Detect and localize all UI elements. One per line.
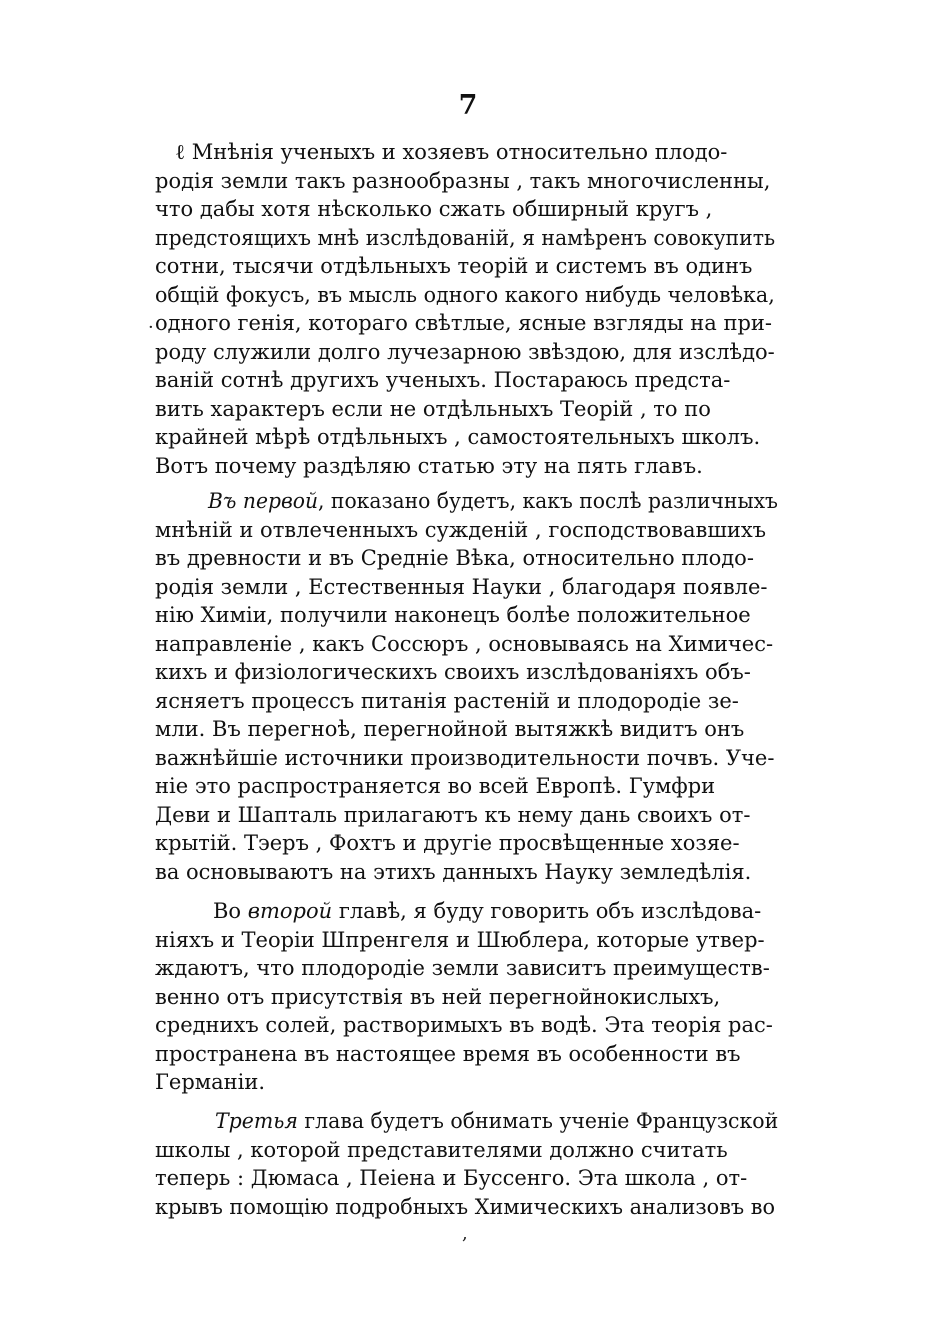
text-line: предстоящихъ мнѣ изслѣдованій, я намѣренъ совокупить	[155, 226, 776, 250]
text-line: мли. Въ перегноѣ, перегнойной вытяжкѣ видитъ онъ	[155, 717, 745, 741]
text-line: венно отъ присутствія въ ней перегнойнокислыхъ,	[155, 985, 721, 1009]
text-line: Деви и Шапталь прилагаютъ къ нему дань своихъ от-	[155, 803, 751, 827]
text-line: родія земли , Естественныя Науки , благодаря появле-	[155, 575, 768, 599]
text-line	[208, 486, 778, 516]
text-line: теперь : Дюмаса , Пеіена и Буссенго. Эта школа , от-	[155, 1166, 748, 1190]
text-line: въ древности и въ Средніе Вѣка, относительно плодо-	[155, 546, 754, 570]
text-line: ва основываютъ на этихъ данныхъ Науку земледѣлія.	[155, 860, 752, 884]
text-line: одного генія, котораго свѣтлые, ясные взгляды на при-	[155, 311, 773, 335]
text-line: важнѣйшіе источники производительности почвъ. Уче-	[155, 746, 775, 770]
text-line: мнѣній и отвлеченныхъ сужденій , господствовавшихъ	[155, 518, 767, 542]
ink-speck: ·	[148, 317, 154, 338]
text-line: пространена въ настоящее время въ особенности въ	[155, 1042, 741, 1066]
text-line: школы , которой представителями должно считать	[155, 1138, 728, 1162]
text-line	[213, 896, 778, 926]
text-line: сотни, тысячи отдѣльныхъ теорій и системъ въ одинъ	[155, 254, 753, 278]
italic-lead: Въ первой	[208, 489, 319, 513]
text-line: ясняетъ процессъ питанія растеній и плодородіе зе-	[155, 689, 739, 713]
text-line: ніе это распространяется во всей Европѣ. Гумфри	[155, 774, 716, 798]
text-segment: , показано будетъ, какъ послѣ различныхъ	[318, 489, 778, 513]
ink-speck: ,	[462, 1223, 468, 1244]
text-line: крайней мѣрѣ отдѣльныхъ , самостоятельныхъ школъ.	[155, 425, 761, 449]
page-number: 7	[458, 90, 478, 121]
text-line: среднихъ солей, растворимыхъ въ водѣ. Эта теорія рас-	[155, 1013, 773, 1037]
italic-lead: второй	[247, 899, 333, 923]
text-line: крытій. Тэеръ , Фохтъ и другіе просвѣщенные хозяе-	[155, 831, 740, 855]
text-line: направленіе , какъ Соссюръ , основываясь на Химичес-	[155, 632, 774, 656]
text-line	[215, 1106, 778, 1136]
text-line: родія земли такъ разнообразны , такъ многочисленны,	[155, 169, 771, 193]
text-line: что дабы хотя нѣсколько сжать обширный кругъ ,	[155, 197, 713, 221]
text-line: Германіи.	[155, 1070, 266, 1094]
text-line: Вотъ почему раздѣляю статью эту на пять главъ.	[155, 454, 703, 478]
text-line: роду служили долго лучезарною звѣздою, для изслѣдо-	[155, 340, 775, 364]
text-line: общій фокусъ, въ мысль одного какого нибудь человѣка,	[155, 283, 775, 307]
text-line: ніяхъ и Теоріи Шпренгеля и Шюблера, которые утвер-	[155, 928, 765, 952]
text-segment: главѣ, я буду говорить объ изслѣдова-	[332, 899, 762, 923]
text-segment: глава будетъ обнимать ученіе Французской	[297, 1109, 779, 1133]
text-line: ℓ Мнѣнія ученыхъ и хозяевъ относительно плодо-	[175, 140, 728, 164]
text-line: ждаютъ, что плодородіе земли зависитъ преимуществ-	[155, 956, 770, 980]
text-line: нію Химіи, получили наконецъ болѣе положительное	[155, 603, 751, 627]
italic-lead: Третья	[215, 1109, 298, 1133]
text-line: вить характеръ если не отдѣльныхъ Теорій , то по	[155, 397, 711, 421]
text-line: кихъ и физіологическихъ своихъ изслѣдованіяхъ объ-	[155, 660, 751, 684]
text-line: крывъ помощію подробныхъ Химическихъ анализовъ во	[155, 1195, 775, 1219]
text-segment: Во	[213, 899, 248, 923]
text-line: ваній сотнѣ другихъ ученыхъ. Постараюсь предста-	[155, 368, 731, 392]
